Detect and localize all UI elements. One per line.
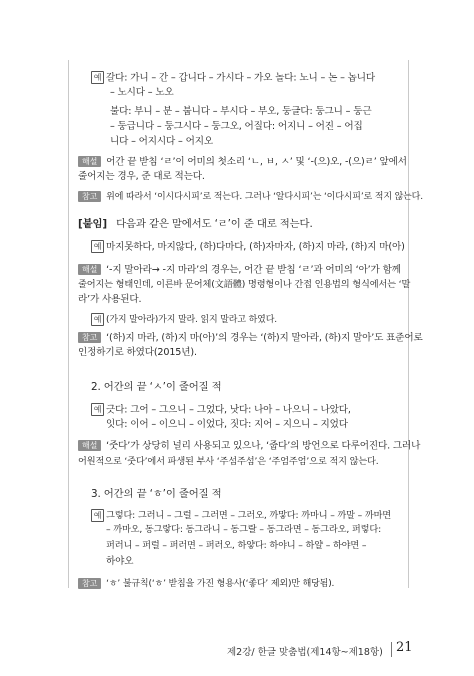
section-heading: 2. 어간의 끝 ‘ㅅ’이 줄어질 적	[91, 381, 222, 393]
example-marker: 예	[91, 71, 104, 84]
example-line: 예 긋다: 그어 – 그으니 – 그었다, 낫다: 나아 – 나으니 – 나았다,	[91, 403, 351, 417]
commentary-line: 해설 어간 끝 받침 ‘ㄹ’이 어미의 첫소리 ‘ㄴ, ㅂ, ㅅ’ 및 ‘-(으)오, -(으)ㄹ’ 앞에서	[78, 156, 407, 169]
example-line: 하야오	[106, 556, 134, 567]
reference-line: 인정하기로 하였다(2015년).	[78, 347, 197, 358]
example-marker: 예	[91, 313, 104, 326]
reference-tag: 참고	[78, 578, 101, 589]
example-marker: 예	[91, 403, 104, 416]
example-line: 불다: 부니 – 분 – 붑니다 – 부시다 – 부오, 둥글다: 둥그니 – 둥근	[110, 106, 372, 117]
commentary-line: 해설 ‘줏다’가 상당히 널리 사용되고 있으나, ‘줍다’의 방언으로 다루어진다. 그러나	[78, 440, 420, 453]
example-line: 니다 – 어지시다 – 어지오	[110, 136, 213, 147]
example-line: – 둥급니다 – 둥그시다 – 둥그오, 어질다: 어지니 – 어진 – 어집	[110, 121, 363, 132]
commentary-line: 어원적으로 ‘줏다’에서 파생된 부사 ‘주섬주섬’은 ‘주엄주엄’으로 적지 않는다.	[78, 456, 379, 467]
reference-line: 참고 ‘(하)지 마라, (하)지 마(아)’의 경우는 ‘(하)지 말아라, (하)지 말아’도 표준어로	[78, 332, 423, 345]
section-heading: 3. 어간의 끝 ‘ㅎ’이 줄어질 적	[91, 488, 222, 500]
example-line: – 노시다 – 노오	[110, 87, 174, 98]
supplement-heading: [붙임] 다음과 같은 말에서도 ‘ㄹ’이 준 대로 적는다.	[78, 218, 313, 230]
example-line: 예 마지못하다, 마지않다, (하)다마다, (하)자마자, (하)지 마라, (하)지 마(아)	[91, 240, 405, 254]
page-number: 21	[396, 640, 413, 655]
commentary-tag: 해설	[78, 264, 101, 275]
right-margin-rule	[408, 60, 409, 588]
example-line: 예 (가지 말아라)가지 말라. 읽지 말라고 하였다.	[91, 313, 277, 326]
commentary-line: 라’가 사용된다.	[78, 294, 142, 305]
example-marker: 예	[91, 240, 104, 253]
commentary-tag: 해설	[78, 440, 101, 451]
reference-line: 참고 위에 따라서 ‘이시다시피’로 적는다. 그러나 ‘알다시피’는 ‘이다시피’로 적지 않는다.	[78, 191, 423, 203]
commentary-line: 해설 ‘-지 말아라→ -지 마라’의 경우는, 어간 끝 받침 ‘ㄹ’과 어미의 ‘아’가 함께	[78, 264, 401, 277]
example-marker: 예	[91, 509, 104, 522]
commentary-line: 줄어지는 경우, 준 대로 적는다.	[78, 171, 205, 182]
footer-divider	[391, 642, 392, 657]
example-line: 예 그렇다: 그러니 – 그럴 – 그러면 – 그러오, 까맣다: 까마니 – 까말 – 까마면	[91, 509, 391, 522]
reference-line: 참고 ‘ㅎ’ 불규칙(‘ㅎ’ 받침을 가진 형용사(‘좋다’ 제외)만 해당됨).	[78, 578, 334, 590]
commentary-line: 줄어지는 형태인데, 이른바 문어체(文語體) 명령형이나 간접 인용법의 형식에서는 ‘말	[78, 279, 411, 290]
example-line: – 까마오, 동그랗다: 동그라니 – 동그랄 – 동그라면 – 동그라오, 퍼렇다:	[106, 524, 382, 535]
reference-tag: 참고	[78, 191, 101, 202]
left-margin-rule	[68, 60, 69, 588]
chapter-footer: 제2강/ 한글 맞춤법(제14항~제18항)	[227, 647, 383, 658]
example-line: 잇다: 이어 – 이으니 – 이었다, 짓다: 지어 – 지으니 – 지었다	[106, 419, 348, 430]
reference-tag: 참고	[78, 332, 101, 343]
example-line: 퍼러니 – 퍼럴 – 퍼러면 – 퍼러오, 하얗다: 하야니 – 하얄 – 하야면 –	[106, 540, 367, 551]
supplement-label: [붙임]	[78, 218, 107, 230]
commentary-tag: 해설	[78, 156, 101, 167]
example-line: 예 갈다: 가니 – 간 – 갑니다 – 가시다 – 가오 놀다: 노니 – 논 – 놉니다	[91, 71, 375, 85]
